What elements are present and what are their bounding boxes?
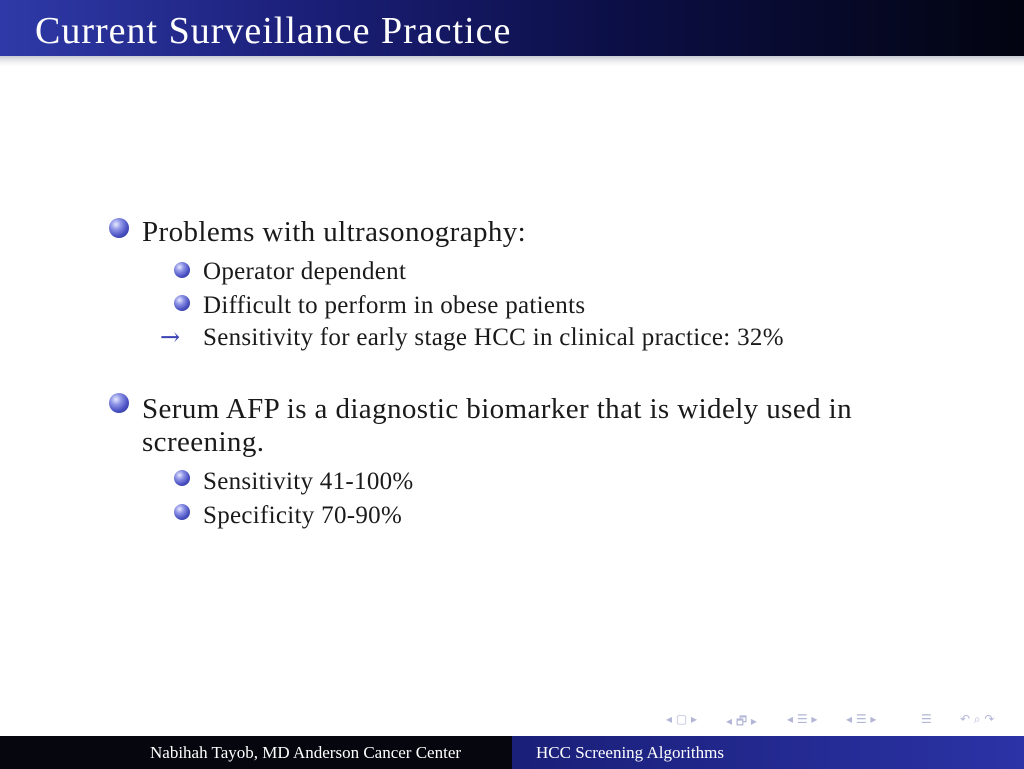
item-2-text-line-2: screening. [142, 426, 265, 458]
nav-frame-icon[interactable]: ◂ ▢ ▸ [666, 712, 698, 726]
sub-bullet-icon [174, 262, 190, 278]
sub-bullet-icon [174, 295, 190, 311]
nav-menu-icon[interactable]: ☰ [921, 712, 932, 726]
title-bar-shadow [0, 56, 1024, 66]
item-2-sub-1: Sensitivity 41-100% [203, 468, 414, 495]
footer-author: Nabihah Tayob, MD Anderson Cancer Center [150, 743, 462, 762]
bullet-icon [109, 393, 129, 413]
item-1-sub-1: Operator dependent [203, 258, 407, 285]
nav-subsection-icon[interactable]: ◂ 🗗 ▸ [726, 714, 757, 728]
sub-bullet-icon [174, 470, 190, 486]
slide-title: Current Surveillance Practice [35, 10, 512, 52]
nav-section-icon[interactable]: ◂ ☰ ▸ [787, 712, 818, 726]
arrow-right-icon: → [160, 323, 181, 351]
nav-search-icon[interactable]: ↶ ⌕ ↷ [960, 712, 995, 726]
item-1-arrow-text: Sensitivity for early stage HCC in clinical practice: 32% [203, 324, 784, 351]
item-2-text-line-1: Serum AFP is a diagnostic biomarker that is widely used in [142, 393, 852, 425]
bullet-icon [109, 218, 129, 238]
item-1-sub-2: Difficult to perform in obese patients [203, 292, 586, 319]
item-1-text: Problems with ultrasonography: [142, 216, 527, 248]
sub-bullet-icon [174, 504, 190, 520]
footer-short-title: HCC Screening Algorithms [536, 743, 724, 762]
nav-subsubsection-icon[interactable]: ◂ ☰ ▸ [846, 712, 877, 726]
item-2-sub-2: Specificity 70-90% [203, 502, 403, 529]
